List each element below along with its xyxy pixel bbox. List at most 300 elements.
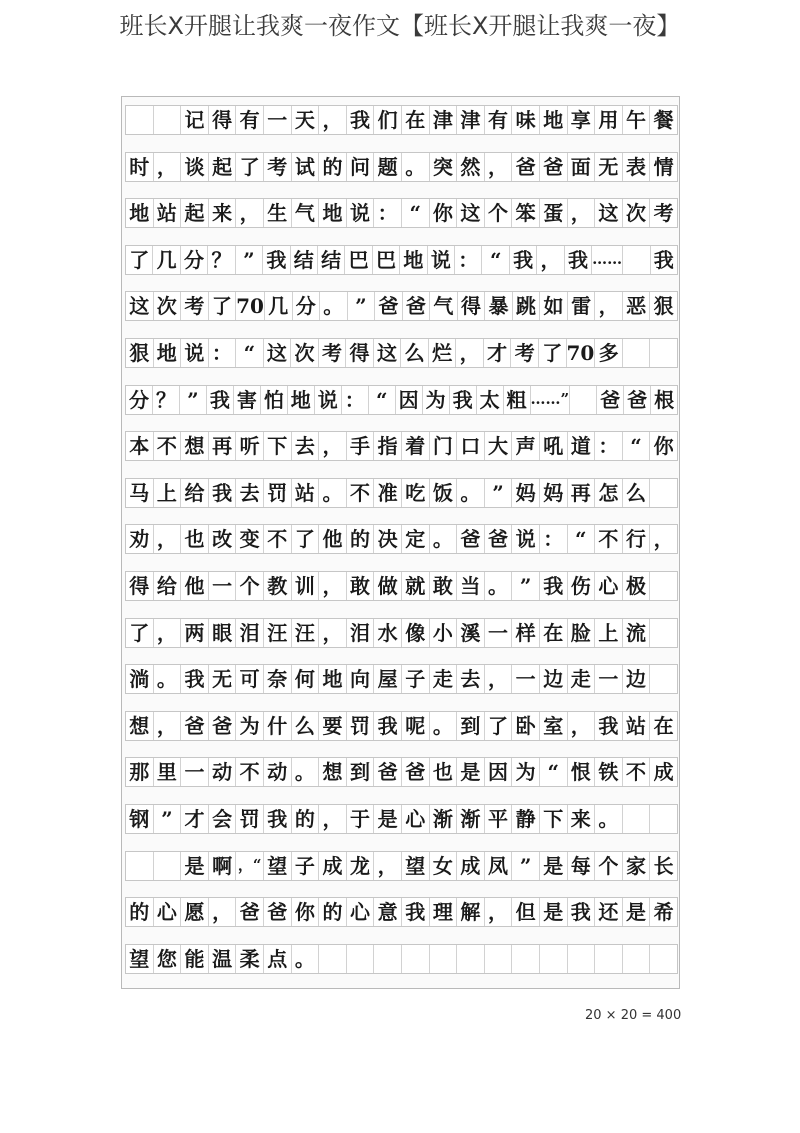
grid-cell: 地	[319, 199, 347, 227]
grid-cell: 享	[568, 106, 596, 134]
grid-cell: 一	[485, 619, 513, 647]
grid-cell: 我	[568, 898, 596, 926]
grid-cell: ”	[180, 386, 207, 414]
grid-cell: 结	[291, 246, 318, 274]
grid-cell: 想	[181, 432, 209, 460]
grid-cell: 。	[292, 945, 320, 973]
grid-row	[125, 105, 678, 135]
grid-cell: 几	[153, 246, 180, 274]
grid-cell	[374, 945, 402, 973]
grid-cell: 这	[264, 339, 292, 367]
grid-cell: 了	[126, 246, 153, 274]
grid-cell: 想	[126, 712, 154, 740]
grid-cell: 题	[374, 153, 402, 181]
grid-cell: 得	[126, 572, 154, 600]
grid-row	[125, 478, 678, 508]
grid-cell: 。	[430, 525, 458, 553]
grid-cell: 考	[511, 339, 539, 367]
grid-cell	[623, 805, 651, 833]
grid-cell: 我	[540, 572, 568, 600]
grid-cell: 下	[540, 805, 568, 833]
grid-cell: 无	[209, 665, 237, 693]
grid-cell: 门	[430, 432, 458, 460]
grid-cell: ？	[208, 246, 235, 274]
grid-cell: 在	[402, 106, 430, 134]
grid-cell: 成	[319, 852, 347, 880]
grid-cell: 笨	[512, 199, 540, 227]
grid-cell	[570, 386, 597, 414]
grid-cell: 变	[236, 525, 264, 553]
grid-cell: 考	[264, 153, 292, 181]
grid-cell: 么	[401, 339, 429, 367]
grid-cell: 气	[430, 292, 458, 320]
grid-cell: 极	[623, 572, 651, 600]
grid-cell: 我	[264, 805, 292, 833]
grid-cell: 气	[292, 199, 320, 227]
grid-cell: 了	[209, 292, 237, 320]
grid-cell	[650, 479, 677, 507]
grid-cell: 结	[318, 246, 345, 274]
grid-cell: 一	[595, 665, 623, 693]
grid-row	[125, 152, 678, 182]
grid-cell: ，	[319, 572, 347, 600]
grid-cell: 说	[512, 525, 540, 553]
grid-cell: 不	[623, 758, 651, 786]
grid-cell: 时	[126, 153, 154, 181]
grid-cell: 午	[623, 106, 651, 134]
grid-row	[125, 524, 678, 554]
grid-cell: 吼	[540, 432, 568, 460]
grid-cell: ：	[595, 432, 623, 460]
grid-cell: 也	[181, 525, 209, 553]
grid-cell: ，	[537, 246, 564, 274]
grid-cell: “	[236, 339, 264, 367]
grid-cell: 地	[400, 246, 427, 274]
grid-cell: 个	[236, 572, 264, 600]
grid-cell: 敢	[347, 572, 375, 600]
grid-cell: ，	[154, 619, 182, 647]
grid-cell: 罚	[347, 712, 375, 740]
grid-cell: 不	[236, 758, 264, 786]
grid-cell: ”	[485, 479, 513, 507]
grid-cell: 生	[264, 199, 292, 227]
grid-cell: 可	[236, 665, 264, 693]
grid-row	[125, 245, 678, 275]
grid-cell: 里	[154, 758, 182, 786]
grid-cell: ，	[568, 712, 596, 740]
grid-cell: 口	[457, 432, 485, 460]
grid-cell	[126, 106, 154, 134]
grid-cell: 就	[402, 572, 430, 600]
grid-cell	[650, 619, 677, 647]
grid-cell: 考	[181, 292, 209, 320]
grid-cell: ，	[319, 619, 347, 647]
grid-cell: 才	[181, 805, 209, 833]
grid-cell: 蛋	[540, 199, 568, 227]
grid-cell: 我	[181, 665, 209, 693]
grid-cell: 奈	[264, 665, 292, 693]
grid-cell: 。	[292, 758, 320, 786]
grid-cell: 津	[430, 106, 458, 134]
grid-cell: 次	[154, 292, 182, 320]
grid-cell: 这	[374, 339, 402, 367]
grid-cell: 罚	[264, 479, 292, 507]
grid-cell: 去	[292, 432, 320, 460]
grid-cell: 望	[126, 945, 154, 973]
grid-cell: 粗	[504, 386, 531, 414]
grid-cell: 是	[181, 852, 209, 880]
grid-cell: 个	[485, 199, 513, 227]
grid-cell: 去	[457, 665, 485, 693]
grid-cell: 但	[512, 898, 540, 926]
grid-cell: 在	[653, 713, 674, 738]
grid-cell: 狠	[653, 294, 674, 319]
grid-cell: 汪	[264, 619, 292, 647]
grid-cell: 了	[236, 153, 264, 181]
grid-cell: 决	[374, 525, 402, 553]
grid-row	[125, 338, 678, 368]
grid-cell: 静	[512, 805, 540, 833]
grid-cell: 像	[402, 619, 430, 647]
grid-cell: 希	[653, 900, 674, 925]
grid-cell: 因	[485, 758, 513, 786]
grid-cell: 不	[154, 432, 182, 460]
grid-cell: ：	[540, 525, 568, 553]
grid-cell	[126, 852, 154, 880]
grid-cell: 下	[264, 432, 292, 460]
grid-cell: 不	[264, 525, 292, 553]
grid-cell: 啊	[209, 852, 237, 880]
grid-cell: 道	[568, 432, 596, 460]
grid-cell: 定	[402, 525, 430, 553]
grid-cell: 爸	[236, 898, 264, 926]
grid-cell	[650, 805, 677, 833]
grid-cell: 妈	[540, 479, 568, 507]
grid-cell: 我	[450, 386, 477, 414]
grid-cell: ，	[485, 153, 513, 181]
grid-cell: 我	[595, 712, 623, 740]
page-title: 班长X开腿让我爽一夜作文【班长Ⅹ开腿让我爽一夜】	[119, 12, 681, 40]
grid-cell: 再	[568, 479, 596, 507]
grid-cell: 地	[288, 386, 315, 414]
grid-cell: 爸	[374, 758, 402, 786]
grid-cell: 分	[293, 292, 321, 320]
grid-cell: 我	[347, 106, 375, 134]
grid-cell: 你	[292, 898, 320, 926]
grid-cell: 边	[623, 665, 651, 693]
grid-cell: 流	[623, 619, 651, 647]
grid-row	[125, 431, 678, 461]
grid-cell: 是	[540, 898, 568, 926]
grid-cell	[540, 945, 568, 973]
grid-row	[125, 851, 678, 881]
grid-cell: 。	[319, 479, 347, 507]
grid-cell: 罚	[236, 805, 264, 833]
grid-cell: 何	[292, 665, 320, 693]
grid-cell: 地	[319, 665, 347, 693]
grid-cell: 为	[423, 386, 450, 414]
grid-cell: 情	[653, 154, 674, 179]
grid-cell: 眼	[209, 619, 237, 647]
grid-cell: ，	[154, 525, 182, 553]
grid-cell: 泪	[236, 619, 264, 647]
grid-cell: 。	[320, 292, 348, 320]
grid-cell: 他	[319, 525, 347, 553]
grid-cell: 雷	[568, 292, 596, 320]
grid-cell: “	[568, 525, 596, 553]
grid-cell: ，	[154, 712, 182, 740]
grid-cell: 为	[236, 712, 264, 740]
grid-cell: 是	[540, 852, 568, 880]
grid-cell: 长	[653, 853, 674, 878]
grid-cell: 一	[512, 665, 540, 693]
grid-cell: 。	[595, 805, 623, 833]
grid-cell: 爸	[403, 292, 431, 320]
grid-cell: 敢	[430, 572, 458, 600]
grid-cell: 望	[402, 852, 430, 880]
grid-cell: ”	[348, 292, 376, 320]
grid-cell	[623, 945, 651, 973]
grid-cell: 什	[264, 712, 292, 740]
grid-cell: 次	[291, 339, 319, 367]
grid-cell: 要	[319, 712, 347, 740]
grid-cell: 我	[653, 247, 674, 272]
grid-cell: ……”	[531, 386, 571, 414]
grid-cell: 成	[653, 760, 674, 785]
grid-cell: 爸	[457, 525, 485, 553]
grid-cell: 来	[209, 199, 237, 227]
grid-cell: 问	[347, 153, 375, 181]
grid-cell: 表	[623, 153, 651, 181]
grid-cell: 得	[458, 292, 486, 320]
grid-cell: 渐	[430, 805, 458, 833]
grid-cell: 恨	[568, 758, 596, 786]
grid-cell: ，	[319, 805, 347, 833]
grid-row	[125, 385, 678, 415]
grid-cell: 训	[292, 572, 320, 600]
grid-cell: 心	[402, 805, 430, 833]
grid-cell: 泪	[347, 619, 375, 647]
grid-cell: 马	[126, 479, 154, 507]
grid-cell: 想	[319, 758, 347, 786]
grid-cell: ：	[342, 386, 369, 414]
grid-cell: 的	[319, 153, 347, 181]
grid-cell: 给	[154, 572, 182, 600]
grid-cell: ，	[653, 527, 674, 552]
grid-cell: “	[482, 246, 509, 274]
grid-row	[125, 944, 678, 974]
grid-cell: 爸	[485, 525, 513, 553]
grid-cell: 走	[430, 665, 458, 693]
grid-cell: 他	[181, 572, 209, 600]
grid-cell: 的	[319, 898, 347, 926]
grid-cell	[568, 945, 596, 973]
grid-cell: ，	[456, 339, 484, 367]
grid-cell: 我	[565, 246, 592, 274]
grid-cell: 不	[595, 525, 623, 553]
grid-cell: 才	[484, 339, 512, 367]
grid-cell: 当	[457, 572, 485, 600]
grid-cell: 去	[236, 479, 264, 507]
grid-cell: 那	[126, 758, 154, 786]
grid-cell: 吃	[402, 479, 430, 507]
grid-cell: 考	[653, 201, 674, 226]
grid-cell: 津	[457, 106, 485, 134]
grid-cell: 本	[126, 432, 154, 460]
grid-cell: 还	[595, 898, 623, 926]
grid-cell: 爸	[375, 292, 403, 320]
grid-cell: ？	[153, 386, 180, 414]
grid-cell: 几	[265, 292, 293, 320]
grid-cell: ，	[485, 665, 513, 693]
grid-cell: 70	[566, 341, 595, 365]
grid-cell: 因	[396, 386, 423, 414]
grid-cell: ，	[319, 432, 347, 460]
grid-cell: 如	[540, 292, 568, 320]
grid-cell: 我	[510, 246, 537, 274]
grid-cell: “	[623, 432, 651, 460]
grid-cell: 暴	[485, 292, 513, 320]
grid-cell: 室	[540, 712, 568, 740]
grid-row	[125, 711, 678, 741]
grid-cell: 然	[457, 153, 485, 181]
grid-cell: 望	[264, 852, 292, 880]
grid-cell: 怎	[595, 479, 623, 507]
grid-cell: 改	[209, 525, 237, 553]
grid-cell: 地	[154, 339, 182, 367]
grid-cell: 我	[402, 898, 430, 926]
grid-cell: 。	[485, 572, 513, 600]
grid-cell: ，	[595, 292, 623, 320]
grid-cell: 有	[485, 106, 513, 134]
grid-cell: 我	[263, 246, 290, 274]
grid-cell: 害	[234, 386, 261, 414]
grid-cell: 溪	[457, 619, 485, 647]
grid-cell: 样	[512, 619, 540, 647]
grid-cell: 爸	[624, 386, 651, 414]
grid-cell: 多	[595, 339, 623, 367]
grid-cell: 试	[292, 153, 320, 181]
grid-cell: 分	[181, 246, 208, 274]
grid-cell: 一	[264, 106, 292, 134]
grid-cell: 用	[595, 106, 623, 134]
grid-cell: 点	[264, 945, 292, 973]
grid-cell: 个	[595, 852, 623, 880]
grid-cell: 行	[623, 525, 651, 553]
grid-cell: ”	[512, 572, 540, 600]
grid-cell: 手	[347, 432, 375, 460]
grid-cell: ”	[236, 246, 263, 274]
grid-cell	[402, 945, 430, 973]
grid-row	[125, 757, 678, 787]
grid-cell: 爸	[597, 386, 624, 414]
grid-cell: 到	[347, 758, 375, 786]
grid-cell: 站	[154, 199, 182, 227]
grid-cell: 小	[430, 619, 458, 647]
grid-cell	[623, 246, 650, 274]
grid-cell: 起	[181, 199, 209, 227]
grid-cell: “	[540, 758, 568, 786]
grid-cell	[595, 945, 623, 973]
grid-row	[125, 897, 678, 927]
grid-cell: “	[369, 386, 396, 414]
grid-cell: 。	[430, 712, 458, 740]
grid-cell: 声	[512, 432, 540, 460]
grid-cell: 理	[430, 898, 458, 926]
grid-cell: ，	[209, 898, 237, 926]
grid-cell: ：	[209, 339, 237, 367]
grid-cell: 教	[264, 572, 292, 600]
grid-cell: 伤	[568, 572, 596, 600]
grid-cell	[319, 945, 347, 973]
grid-cell	[623, 339, 651, 367]
grid-cell: 妈	[512, 479, 540, 507]
grid-cell: 平	[485, 805, 513, 833]
grid-cell: 成	[457, 852, 485, 880]
grid-cell: 准	[374, 479, 402, 507]
grid-cell: 根	[654, 387, 675, 412]
grid-cell: ，	[374, 852, 402, 880]
grid-cell: 了	[292, 525, 320, 553]
grid-cell: 了	[539, 339, 567, 367]
composition-sheet	[121, 96, 680, 989]
grid-cell	[457, 945, 485, 973]
grid-cell: 一	[181, 758, 209, 786]
grid-cell: ，	[154, 153, 182, 181]
grid-cell: 太	[477, 386, 504, 414]
grid-cell: “	[402, 199, 430, 227]
grid-cell: 。	[402, 153, 430, 181]
grid-cell: 铁	[595, 758, 623, 786]
grid-cell: ，“	[236, 852, 264, 880]
grid-cell: 到	[457, 712, 485, 740]
grid-cell: 家	[623, 852, 651, 880]
grid-cell	[154, 106, 182, 134]
grid-cell: 听	[236, 432, 264, 460]
grid-cell: 怕	[261, 386, 288, 414]
grid-cell: 心	[347, 898, 375, 926]
grid-cell: 记	[181, 106, 209, 134]
grid-cell: 屋	[374, 665, 402, 693]
grid-cell: 会	[209, 805, 237, 833]
grid-cell: ”	[154, 805, 182, 833]
grid-cell: 分	[126, 386, 153, 414]
grid-cell	[154, 852, 182, 880]
grid-cell: 巴	[373, 246, 400, 274]
grid-cell: 的	[126, 898, 154, 926]
grid-cell: 了	[485, 712, 513, 740]
grid-cell: 一	[209, 572, 237, 600]
grid-cell: 边	[540, 665, 568, 693]
grid-cell: 给	[181, 479, 209, 507]
grid-cell: 你	[653, 434, 674, 459]
grid-cell: 也	[430, 758, 458, 786]
grid-cell	[430, 945, 458, 973]
grid-cell: 爸	[540, 153, 568, 181]
grid-cell: 无	[595, 153, 623, 181]
grid-cell: 劝	[126, 525, 154, 553]
grid-cell	[347, 945, 375, 973]
grid-cell: 味	[512, 106, 540, 134]
grid-cell	[485, 945, 513, 973]
grid-cell: 我	[374, 712, 402, 740]
grid-cell: 谈	[181, 153, 209, 181]
grid-cell	[650, 665, 677, 693]
grid-cell: 说	[428, 246, 455, 274]
grid-count-label: 20 × 20 = 400	[585, 1008, 682, 1023]
grid-cell	[650, 945, 677, 973]
grid-cell: 向	[347, 665, 375, 693]
